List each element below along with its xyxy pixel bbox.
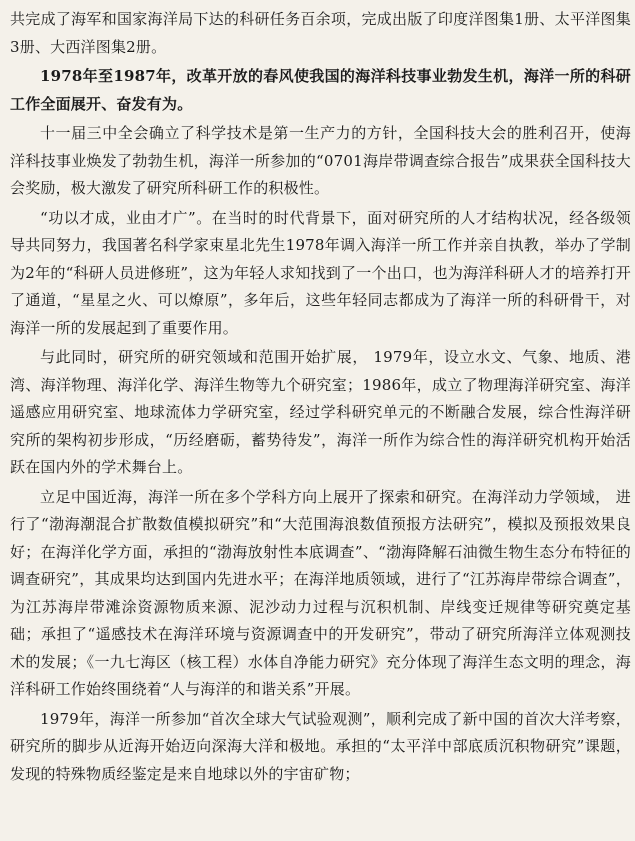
paragraph-continued: 共完成了海军和国家海洋局下达的科研任务百余项，完成出版了印度洋图集1册、太平洋图集3册、大西洋图集2册。 xyxy=(10,10,631,56)
paragraph-period-heading: 1978年至1987年，改革开放的春风使我国的海洋科技事业勃发生机，海洋一所的科研工作全面展开、奋发有为。 xyxy=(10,67,631,113)
paragraph: 立足中国近海，海洋一所在多个学科方向上展开了探索和研究。在海洋动力学领域， 进行了“渤海潮混合扩散数值模拟研究”和“大范围海浪数值预报方法研究”，模拟及预报效果良好；在海洋化学方面，承担的“渤海放射性本底调查”、“渤海降解石油微生物生态分布特征的调查研究”，其成果均达到国内先进水平；在海洋地质领域，进行了“江苏海岸带综合调查”，为江苏海岸带滩涂资源物质来源、泥沙动力过程与沉积机制、岸线变迁规律等研究奠定基础；承担了“遥感技术在海洋环境与资源调查中的开发研究”，带动了研究所海洋立体观测技术的发展；《一九七海区（核工程）水体自净能力研究》充分体现了海洋生态文明的理念，海洋科研工作始终围绕着“人与海洋的和谐关系”开展。 xyxy=(10,487,631,698)
paragraph: “功以才成，业由才广”。在当时的时代背景下，面对研究所的人才结构状况，经各级领导共同努力，我国著名科学家束星北先生1978年调入海洋一所工作并亲自执教，举办了学制为2年的“科研人员进修班”，这为年轻人求知找到了一个出口，也为海洋科研人才的培养打开了通道，“星星之火、可以燎原”，多年后，这些年轻同志都成为了海洋一所的科研骨干，对海洋一所的发展起到了重要作用。 xyxy=(10,208,631,337)
paragraph: 与此同时，研究所的研究领域和范围开始扩展， 1979年，设立水文、气象、地质、港湾、海洋物理、海洋化学、海洋生物等九个研究室；1986年，成立了物理海洋研究室、海洋遥感应用研究室、地球流体力学研究室，经过学科研究单元的不断融合发展，综合性海洋研究所的架构初步形成，“历经磨砺，蓄势待发”，海洋一所作为综合性的海洋研究机构开始活跃在国内外的学术舞台上。 xyxy=(10,348,631,476)
paragraph: 十一届三中全会确立了科学技术是第一生产力的方针，全国科技大会的胜利召开，使海洋科技事业焕发了勃勃生机，海洋一所参加的“0701海岸带调查综合报告”成果获全国科技大会奖励，极大激发了研究所科研工作的积极性。 xyxy=(10,124,631,197)
paragraph: 1979年，海洋一所参加“首次全球大气试验观测”，顺利完成了新中国的首次大洋考察，研究所的脚步从近海开始迈向深海大洋和极地。承担的“太平洋中部底质沉积物研究”课题，发现的特殊物质经鉴定是来自地球以外的宇宙矿物； xyxy=(10,709,631,783)
